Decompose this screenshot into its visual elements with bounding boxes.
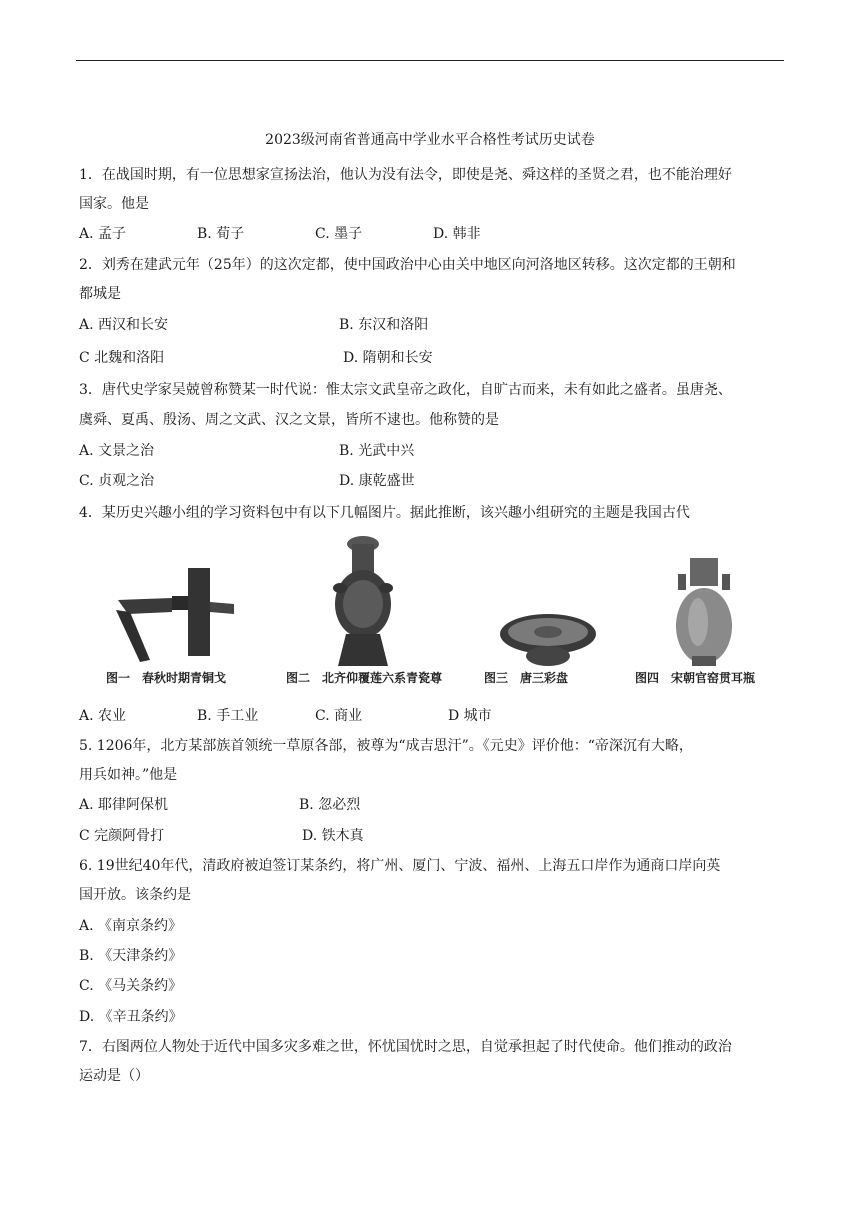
q3-option-d[interactable]: D. 康乾盛世 xyxy=(339,473,415,489)
q4-option-b[interactable]: B. 手工业 xyxy=(197,708,259,724)
q4-option-d[interactable]: D 城市 xyxy=(448,708,492,724)
exam-title: 2023级河南省普通高中学业水平合格性考试历史试卷 xyxy=(265,132,595,148)
q2-option-c[interactable]: C 北魏和洛阳 xyxy=(79,350,165,366)
q2-option-d[interactable]: D. 隋朝和长安 xyxy=(343,350,433,366)
q1-option-a[interactable]: A. 孟子 xyxy=(79,226,127,242)
q1-option-d[interactable]: D. 韩非 xyxy=(433,226,481,242)
figure-3-caption: 图三 唐三彩盘 xyxy=(484,671,569,685)
q3-option-c[interactable]: C. 贞观之治 xyxy=(79,473,155,489)
q1-option-c[interactable]: C. 墨子 xyxy=(315,226,363,242)
q1-option-b[interactable]: B. 荀子 xyxy=(197,226,245,242)
q6-option-c[interactable]: C. 《马关条约》 xyxy=(79,978,183,994)
q3-line-2: 虞舜、夏禹、殷汤、周之文武、汉之文景，皆所不逮也。他称赞的是 xyxy=(79,412,499,428)
q5-option-b[interactable]: B. 忽必烈 xyxy=(299,797,361,813)
q6-line-1: 6. 19世纪40年代，清政府被迫签订某条约，将广州、厦门、宁波、福州、上海五口岸作为通商口岸向英 xyxy=(79,858,721,874)
q5-option-c[interactable]: C 完颜阿骨打 xyxy=(79,828,165,844)
q6-line-2: 国开放。该条约是 xyxy=(79,887,191,903)
sancai-plate-figure xyxy=(498,612,598,668)
q6-option-b[interactable]: B. 《天津条约》 xyxy=(79,948,183,964)
celadon-zun-figure xyxy=(328,530,398,668)
q2-line-2: 都城是 xyxy=(79,286,121,302)
q5-option-a[interactable]: A. 耶律阿保机 xyxy=(79,797,169,813)
q6-option-d[interactable]: D. 《辛丑条约》 xyxy=(79,1009,183,1025)
guanyao-vase-figure xyxy=(672,556,736,668)
q5-option-d[interactable]: D. 铁木真 xyxy=(302,828,364,844)
header-rule xyxy=(76,60,784,61)
bronze-ge-figure xyxy=(100,550,250,665)
q6-option-a[interactable]: A. 《南京条约》 xyxy=(79,918,183,934)
figure-2-caption: 图二 北齐仰覆莲六系青瓷尊 xyxy=(286,671,443,685)
q2-line-1: 2．刘秀在建武元年（25年）的这次定都，使中国政治中心由关中地区向河洛地区转移。这次定都的王朝和 xyxy=(79,257,736,273)
q4-option-a[interactable]: A. 农业 xyxy=(79,708,127,724)
q2-option-b[interactable]: B. 东汉和洛阳 xyxy=(339,317,429,333)
q4-figure-strip xyxy=(100,530,790,696)
figure-1-caption: 图一 春秋时期青铜戈 xyxy=(106,671,227,685)
q2-option-a[interactable]: A. 西汉和长安 xyxy=(79,317,169,333)
q3-option-a[interactable]: A. 文景之治 xyxy=(79,443,155,459)
figure-4-caption: 图四 宋朝官窑贯耳瓶 xyxy=(635,671,756,685)
q7-line-2: 运动是（） xyxy=(79,1068,149,1084)
q4-option-c[interactable]: C. 商业 xyxy=(315,708,363,724)
q4-line-1: 4．某历史兴趣小组的学习资料包中有以下几幅图片。据此推断，该兴趣小组研究的主题是我国古代 xyxy=(79,505,690,521)
q3-option-b[interactable]: B. 光武中兴 xyxy=(339,443,415,459)
q3-line-1: 3．唐代史学家吴兢曾称赞某一时代说：惟太宗文武皇帝之政化，自旷古而来，未有如此之盛者。虽唐尧、 xyxy=(79,382,732,398)
q5-line-2: 用兵如神。”他是 xyxy=(79,767,178,783)
q5-line-1: 5. 1206年，北方某部族首领统一草原各部，被尊为“成吉思汗”。《元史》评价他：“帝深沉有大略， xyxy=(79,738,693,754)
q7-line-1: 7．右图两位人物处于近代中国多灾多难之世，怀忧国忧时之思，自觉承担起了时代使命。他们推动的政治 xyxy=(79,1039,732,1055)
q1-line-2: 国家。他是 xyxy=(79,196,149,212)
q1-line-1: 1．在战国时期，有一位思想家宣扬法治，他认为没有法令，即使是尧、舜这样的圣贤之君，也不能治理好 xyxy=(79,167,732,183)
